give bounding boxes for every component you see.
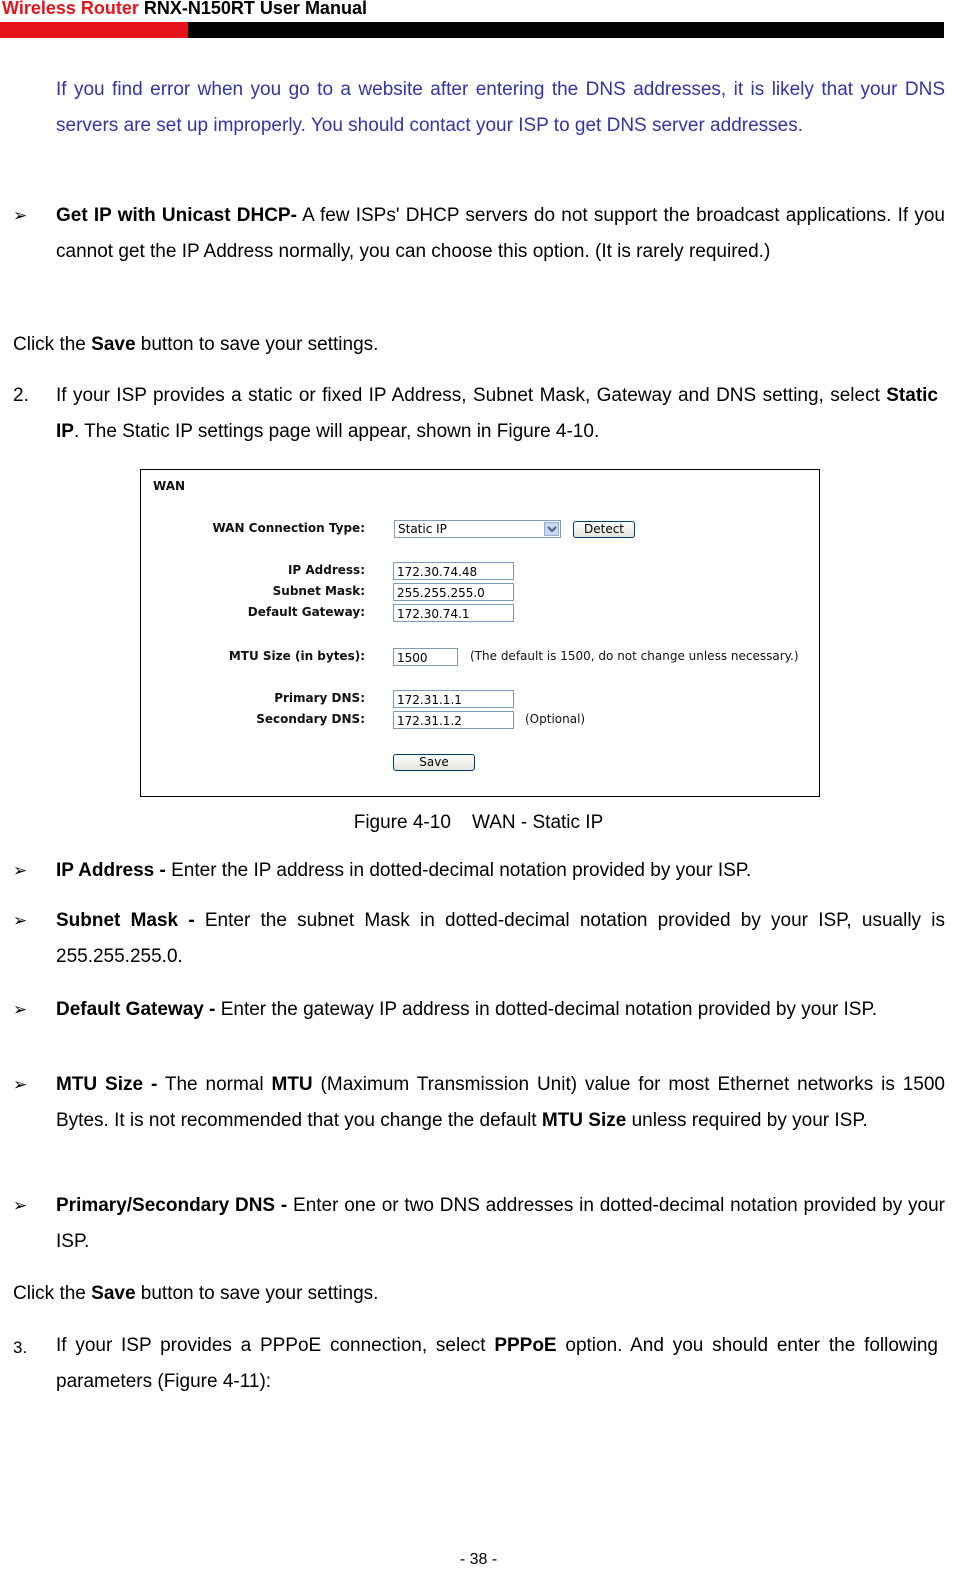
gateway-label: Default Gateway:: [247, 605, 365, 619]
header-bar: [0, 22, 944, 38]
detect-button[interactable]: Detect: [573, 521, 635, 538]
subnet-mask-label: Subnet Mask:: [272, 584, 365, 598]
pppoe-intro: If your ISP provides a PPPoE connection, select PPPoE option. And you should enter the following parameters (Figure 4-11):: [56, 1335, 938, 1392]
ip-address-label: IP Address:: [287, 563, 365, 577]
mtu-note: (The default is 1500, do not change unless necessary.): [470, 649, 799, 663]
page-number: - 38 -: [459, 1551, 498, 1568]
title-brand: Wireless Router: [2, 0, 139, 18]
conn-type-select[interactable]: Static IP: [394, 520, 561, 538]
subnet-mask-item: Subnet Mask - Enter the subnet Mask in dotted-decimal notation provided by your ISP, usually is 255.255.255.0.: [56, 910, 945, 967]
bullet-mark: ➢: [13, 1196, 28, 1215]
save-button[interactable]: Save: [393, 754, 475, 771]
wan-heading: WAN: [153, 479, 186, 493]
secondary-dns-input[interactable]: 172.31.1.2: [393, 711, 514, 729]
bullet-mark: ➢: [13, 911, 28, 930]
dns-error-note: If you find error when you go to a website after entering the DNS addresses, it is likely that your DNS servers are set up improperly. You should contact your ISP to get DNS server addresses.: [56, 79, 945, 136]
secondary-dns-label: Secondary DNS:: [256, 712, 365, 726]
save-instruction: Click the Save button to save your settings.: [13, 1283, 379, 1304]
title-model: RNX-N150RT User Manual: [138, 0, 367, 18]
gateway-input[interactable]: 172.30.74.1: [393, 604, 514, 622]
static-ip-intro: If your ISP provides a static or fixed IP Address, Subnet Mask, Gateway and DNS setting, select Static IP. The Static IP settings page will appear, shown in Figure 4-10.: [56, 385, 938, 442]
item-number: 3.: [13, 1338, 28, 1357]
ip-address-item: IP Address - Enter the IP address in dotted-decimal notation provided by your ISP.: [56, 860, 752, 881]
unicast-dhcp-item: Get IP with Unicast DHCP- A few ISPs' DHCP servers do not support the broadcast applications. If you cannot get the IP Address normally, you can choose this option. (It is rarely required.): [56, 205, 946, 262]
wan-static-ip-figure: [140, 469, 820, 797]
conn-type-label: WAN Connection Type:: [212, 521, 365, 535]
item-number: 2.: [13, 385, 29, 406]
mtu-size-item: MTU Size - The normal MTU (Maximum Transmission Unit) value for most Ethernet networks is 1500 Bytes. It is not recommended that you change the default MTU Size unless required by your ISP.: [56, 1074, 945, 1131]
primary-dns-input[interactable]: 172.31.1.1: [393, 690, 514, 708]
figure-caption: Figure 4-10 WAN - Static IP: [353, 812, 604, 833]
bullet-mark: ➢: [13, 1000, 28, 1019]
chevron-down-icon: [544, 522, 559, 536]
primary-dns-label: Primary DNS:: [274, 691, 365, 705]
bullet-mark: ➢: [13, 206, 28, 225]
mtu-label: MTU Size (in bytes):: [228, 649, 365, 663]
default-gateway-item: Default Gateway - Enter the gateway IP address in dotted-decimal notation provided by your ISP.: [56, 999, 877, 1020]
bullet-mark: ➢: [13, 861, 28, 880]
subnet-mask-input[interactable]: 255.255.255.0: [393, 583, 514, 601]
mtu-input[interactable]: 1500: [393, 648, 458, 666]
optional-note: (Optional): [525, 712, 586, 726]
bullet-mark: ➢: [13, 1075, 28, 1094]
ip-address-input[interactable]: 172.30.74.48: [393, 562, 514, 580]
save-instruction: Click the Save button to save your settings.: [13, 334, 379, 355]
manual-title: [2, 0, 367, 19]
dns-item: Primary/Secondary DNS - Enter one or two DNS addresses in dotted-decimal notation provided by your ISP.: [56, 1195, 945, 1252]
